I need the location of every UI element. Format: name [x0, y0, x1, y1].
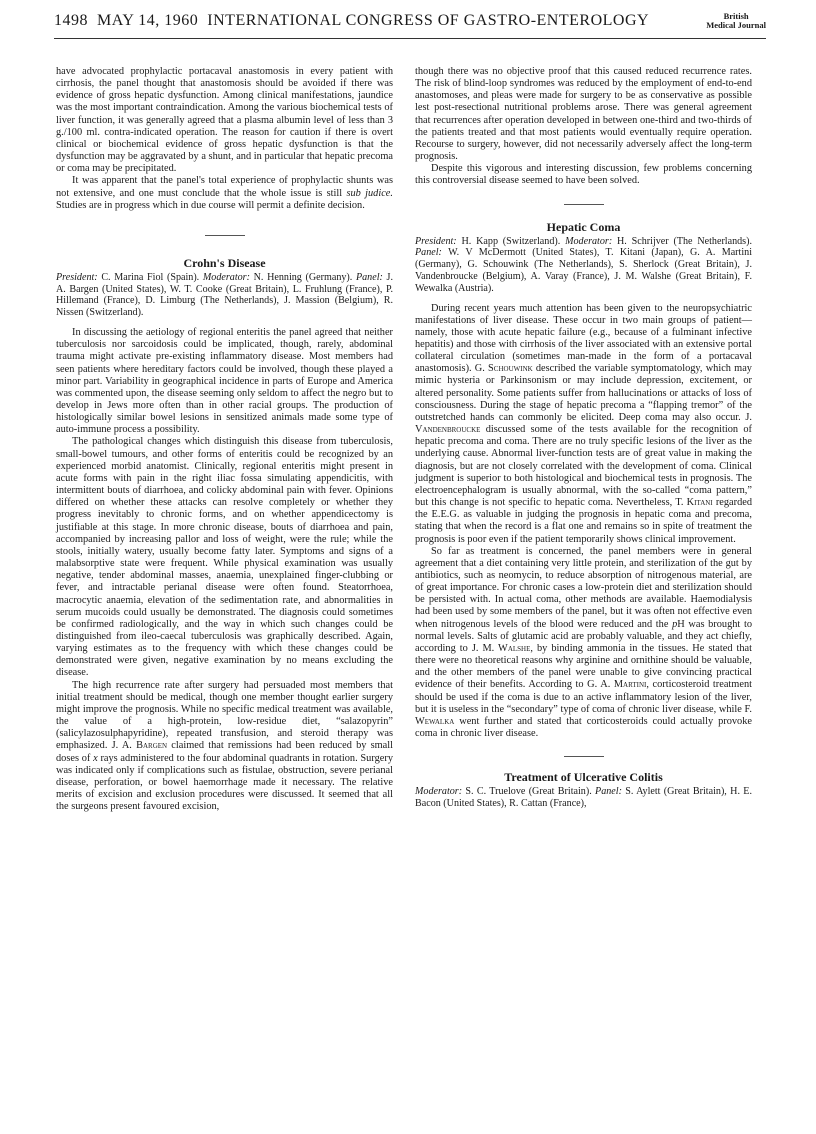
issue-date: MAY 14, 1960 [97, 12, 199, 29]
text-run: , corticosteroid treatment should be used if the coma is due to an active inflammatory lesion of the liver, but it is useless in the “secondary” type of coma of chronic liver disease, while [415, 679, 752, 715]
text-run: W. V McDermott (United States), T. Kitani (Japan), G. A. Martini (Germany), G. Schouwink (The Netherlands), S. Sherlock (Great Britain), J. Vandenbroucke (Belgium), A. Varay (France), J. M. Walshe (Great Britain), F. Wewalka (Austria). [415, 247, 752, 294]
neuropsychiatric-paragraph [415, 303, 752, 546]
author-name: G. A. Martini [587, 679, 647, 691]
treatment-paragraph [56, 680, 393, 814]
label: Panel: [415, 247, 442, 259]
italic-letter: p [672, 618, 678, 630]
section-divider [205, 235, 245, 236]
text-run: claimed that remissions had been reduced by small doses of [56, 740, 394, 764]
text-run: , by binding ammonia in the tissues. He stated that there were no theoretical reasons why arginine and ornithine should be valuable, and the other members of the panel were unable to give convincing practical evidence of their benefits. According to [415, 642, 753, 691]
coma-panel-list [415, 236, 752, 295]
coma-treatment-paragraph [415, 546, 752, 741]
label: Panel: [595, 786, 622, 798]
text-run: H. Kapp (Switzerland). [456, 235, 566, 247]
label: Moderator: [202, 271, 250, 283]
crohn-panel-list [56, 272, 393, 319]
italic-letter: x [93, 752, 98, 764]
recurrence-paragraph: though there was no objective proof that this caused reduced recurrence rates. The risk of blind-loop syndromes was reduced by the employment of end-to-end anastomoses, and pleas were made for surgery to be as conservative as possible lest post-resectional nutritional problems arose. There was general agreement that recurrences after operation developed in between one-third and two-thirds of the patients treated and that most patients would eventually require operation. Recourse to surgery, however, did not necessarily adversely affect the long-term prognosis. [415, 66, 752, 163]
text-run: H. Schrijver (The Netherlands). [612, 235, 752, 247]
text-run: Studies are in progress which in due course will permit a definite decision. [56, 199, 365, 211]
section-heading-crohn: Crohn's Disease [183, 255, 266, 270]
text-run: N. Henning (Germany). [249, 271, 356, 283]
header-left [54, 12, 658, 30]
section-divider [564, 204, 604, 205]
text-run: regarded the E.E.G. as valuable in judging the prognosis in hepatic coma and precoma, stating that when the record is a flat one and remains so in spite of treatment the prognosis is poor even if the patient temporarily shows clinical improvement. [415, 497, 753, 545]
section-heading-hepatic-coma: Hepatic Coma [546, 219, 621, 234]
author-name: T. Kitani [675, 497, 713, 509]
prophylactic-shunt-paragraph: have advocated prophylactic portacaval anastomosis in every patient with cirrhosis, the panel thought that anastomosis should be avoided if there was evidence of gross hepatic dysfunction. Among clinical manifestations, jaundice was the most important contraindication. Among the various biochemical tests of liver function, it was generally agreed that a plasma albumin level of less than 3 g./100 ml. contra-indicated operation. The reason for caution if there is overt clinical or biochemical evidence of gross hepatic dysfunction is that the dysfunction may be aggravated by a shunt, and in particular that hepatic precoma or coma may be precipitated. [56, 66, 393, 175]
running-title: INTERNATIONAL CONGRESS OF GASTRO-ENTEROLOGY [207, 12, 650, 29]
label: President: [56, 271, 98, 283]
running-header [54, 12, 766, 39]
text-run: discussed some of the tests available for the recognition of hepatic precoma and coma. There are no truly specific lesions of the liver as the underlying cause. Abnormal liver-function tests are of great value in making the diagnosis, but are not closely correlated with the development of coma. Clinical judgment is superior to both histological and biochemical tests in prognosis. The electroencephalogram is usually abnormal, with the so-called “coma pattern,” but this change is not specific to hepatic coma. Nevertheless, [415, 424, 752, 509]
conclusion-paragraph: Despite this vigorous and interesting discussion, few problems concerning this controversial disease seemed to have been solved. [415, 163, 752, 187]
text-run: C. Marina Fiol (Spain). [97, 271, 203, 283]
author-name: G. Schouwink [474, 363, 533, 375]
page-number: 1498 [54, 12, 88, 29]
author-name: J. A. Bargen [111, 740, 168, 752]
section-divider [564, 756, 604, 757]
text-run: The high recurrence rate after surgery had persuaded most members that initial treatment should be medical, though one member thought earlier surgery might improve the prognosis. While no specific medical treatment was available, the value of a high-protein, low-residue diet, “salazopyrin” (salicylazosulphapyridine), repeated transfusion, and steroid therapy was emphasized. [56, 679, 393, 752]
text-run: J. A. Bargen (United States), W. T. Cooke (Great Britain), L. Fruhlung (France), P. Hillemand (France), D. Limburg (The Netherlands), J. Massion (Belgium), R. Nissen (Switzerland). [56, 271, 393, 319]
label: Panel: [355, 271, 383, 283]
aetiology-paragraph: In discussing the aetiology of regional enteritis the panel agreed that neither tuberculosis nor sarcoidosis could be implicated, though, rarely, abdominal trauma might activate pre-existing inflammatory disease. Most members had seen patients where hereditary factors could be involved, though these played a minor part. Variability in geographical incidence in parts of Europe and America was commented upon, the disease seeming only seldom to affect the negro but to develop in Jews more often than in other racial groups. The production of histologically similar bowel lesions in sensitized animals made some type of auto-immune process a possibility. [56, 327, 393, 436]
text-run: So far as treatment is concerned, the panel members were in general agreement that a diet containing very little protein, and sterilization of the gut by antibiotics, such as neomycin, to reduce absorption of nitrogenous material, are of great importance. For chronic cases a low-protein diet and sterilization should be persisted with. In actual coma, other methods are available. Haemodialysis had been used by some members of the panel, but it was often not effective even when nitrogenous levels of the blood were reduced and the [415, 545, 752, 630]
section-heading-ulcerative-colitis: Treatment of Ulcerative Colitis [504, 770, 663, 785]
text-run: It was apparent that the panel's total experience of prophylactic shunts was not extensive, and one must conclude that the whole issue is still [56, 175, 393, 199]
label: Moderator: [415, 786, 463, 798]
label: Moderator: [565, 235, 613, 247]
text-run: During recent years much attention has been given to the neuropsychiatric manifestations of liver disease. These occur in two main groups of patient—namely, those with acute hepatic failure (e.g., because of a fulminant infective hepatitis) and those with cirrhosis of the liver associated with an extensive portal collateral circulation (sometimes man-made in the form of a portacaval anastomosis). [415, 302, 752, 375]
left-column [56, 66, 393, 813]
journal-line-2: Medical Journal [706, 20, 766, 30]
author-name: J. M. Walshe [471, 642, 531, 654]
sub-judice-paragraph [56, 175, 393, 211]
italic-phrase: sub judice. [346, 187, 393, 199]
right-column [415, 66, 752, 810]
text-run: H was brought to normal levels. Salts of glutamic acid are probably valuable, and they act chiefly, according to [415, 618, 752, 654]
label: President: [415, 235, 457, 247]
text-run: described the variable symptomatology, which may mimic hysteria or Parkinsonism or may include depression, excitement, or altered personality. Some patients suffer from hallucinations or attacks of loss of consciousness. During the stage of hepatic precoma a “flapping tremor” of the outstretched hands can commonly be elicited. Deep coma may also occur. [415, 363, 752, 423]
author-name: F. Wewalka [415, 703, 752, 727]
author-name: J. Vandenbroucke [415, 411, 752, 436]
pathology-paragraph: The pathological changes which distinguish this disease from tuberculosis, small-bowel tumours, and other forms of enteritis could be recognized by an experienced morbid anatomist. Clinically, regional enteritis might present in acute forms with pain in the right iliac fossa simulating appendicitis, with intermittent bouts of diarrhoea, and colicky abdominal pain with fever. Opinions differed on whether these attacks can resolve completely or whether they progress inevitably to chronic forms, and on whether appendicectomy is justifiable at this stage. In more chronic disease, bouts of diarrhoea and pain, accompanied by increasing pallor and loss of weight, were the rule; while the stools, initially watery, usually become fatty later. Symptoms and signs of a malabsorptive state were frequent. While physical examination was usually negative, tender abdominal masses, anaemia, unexplained finger-clubbing or fever, and intractable perianal disease were often found. Steatorrhoea, macrocytic anaemia, elevation of the sedimentation rate, and abnormalities in serum mucoids could usually be demonstrated. The diagnosis could sometimes be confirmed radiologically, and the way in which such changes could be distinguished from ileo-caecal tuberculosis was graphically described. Again, varying estimates as to the frequency with which these changes could be demonstrated were given, negative examination by no means excluding the disease. [56, 436, 393, 679]
text-run: went further and stated that corticosteroids could actually provoke coma in chronic liver disease. [415, 715, 752, 740]
text-run: rays administered to the four abdominal quadrants in rotation. Surgery was indicated only if complications such as fistulae, obstruction, severe perianal disease, perforation, or bowel haemorrhage made it necessary. The relative merits of excision and exclusion procedures were discussed. It seemed that all the surgeons present favoured excision, [56, 752, 393, 813]
text-run: S. C. Truelove (Great Britain). [462, 786, 596, 798]
journal-name [706, 12, 766, 30]
uc-panel-list [415, 786, 752, 810]
text-run: S. Aylett (Great Britain), H. E. Bacon (United States), R. Cattan (France), [415, 786, 752, 809]
journal-line-1: British [723, 11, 749, 21]
